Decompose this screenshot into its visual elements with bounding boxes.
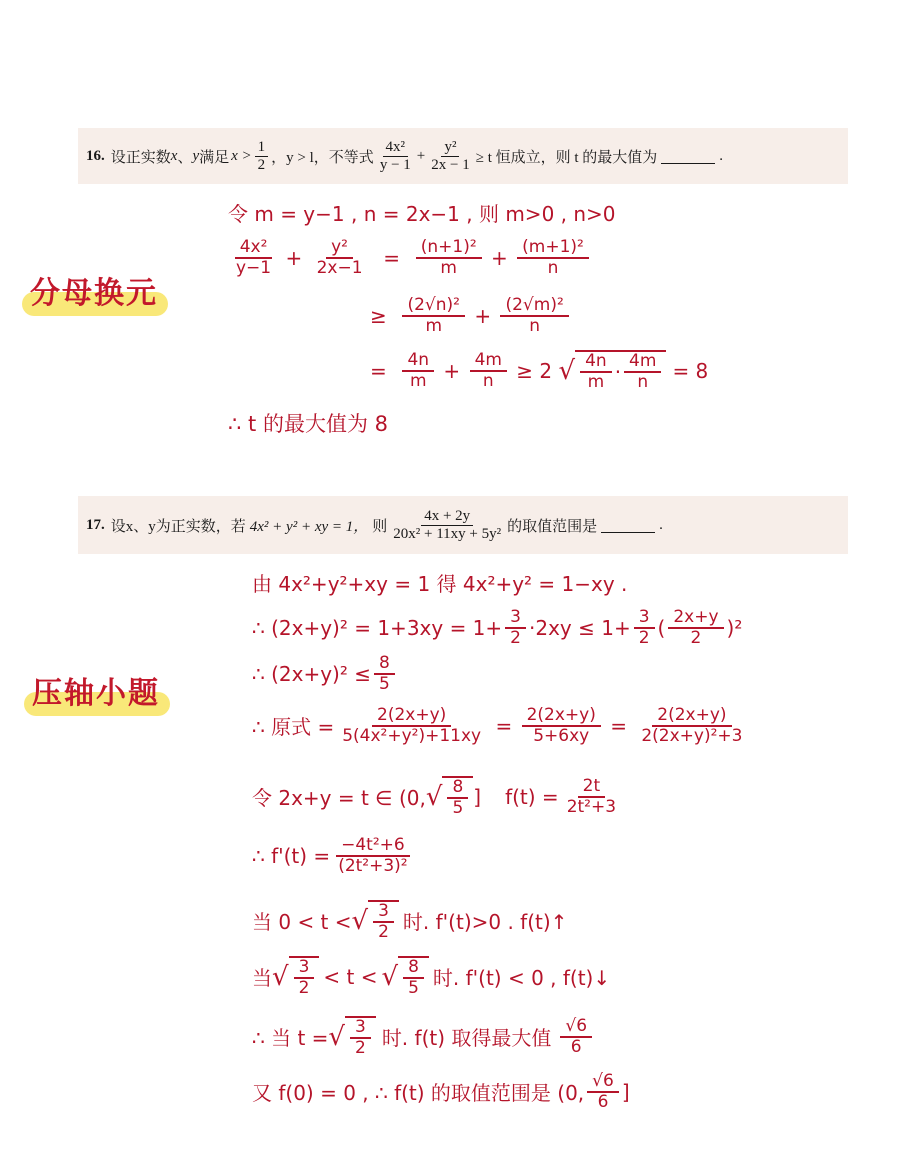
frac (416, 238, 482, 277)
sol17-line7 (252, 900, 567, 941)
radicand (442, 776, 473, 817)
den: 5+6xy (533, 725, 590, 746)
den: n (482, 370, 494, 391)
den: m (410, 370, 427, 391)
sep: 、 (177, 149, 193, 166)
text: ∴ (2x+y)² ≤ (252, 661, 371, 686)
frac-num: 4x + 2y (421, 508, 473, 526)
op: + (437, 358, 467, 383)
tag-denominator-substitution (30, 268, 158, 312)
sol16-line1 (228, 198, 616, 227)
op: ≥ 2 (509, 358, 559, 383)
radicand (289, 956, 320, 997)
num: 8 (403, 958, 424, 979)
radical-sign: √ (425, 781, 443, 812)
num: (n+1)² (416, 238, 482, 259)
num: 4m (624, 352, 661, 373)
frac (624, 352, 661, 391)
radical-sign: √ (381, 961, 399, 992)
sol17-line6 (252, 836, 416, 875)
text: )² (726, 615, 743, 640)
text: 时. f(t) 取得最大值 (381, 1026, 552, 1051)
sol16-line5 (228, 408, 388, 438)
frac (402, 351, 434, 390)
sol16-text: 令 m = y−1 , n = 2x−1 , 则 m>0 , n>0 (228, 202, 616, 226)
den: y−1 (236, 257, 272, 278)
sol17-line3 (252, 654, 398, 693)
text: ·2xy ≤ 1+ (529, 615, 631, 640)
frac-num: y² (441, 139, 459, 157)
sqrt (352, 900, 399, 941)
num: 3 (505, 608, 526, 629)
sol16-line4 (370, 350, 708, 391)
frac (522, 706, 601, 745)
den: n (529, 315, 541, 336)
text: 时. f'(t) < 0 , f(t)↓ (432, 966, 611, 991)
problem-17-number: 17. (86, 516, 105, 533)
frac-den: 20x² + 11xy + 5y² (393, 525, 502, 542)
num: √6 (560, 1017, 592, 1038)
frac (562, 777, 621, 816)
frac-den: 2x − 1 (431, 156, 470, 173)
num: (2√n)² (402, 296, 465, 317)
problem-17-text: 设x、y为正实数，若 (110, 518, 246, 535)
radicand (368, 900, 399, 941)
frac (333, 836, 412, 875)
radical-sign: √ (328, 1021, 345, 1052)
num: 8 (374, 654, 395, 675)
den: 2 (354, 1037, 366, 1058)
tag-final-problem (32, 668, 160, 712)
constraint: 4x² + y² + xy = 1， (249, 518, 369, 535)
fraction-2 (428, 139, 472, 173)
text: 当 0 < t < (252, 910, 352, 935)
sol17-line10 (252, 1072, 630, 1111)
frac-den: 2 (257, 156, 266, 173)
radicand: $\frac{4n}{m}$ · $\frac{4m}{n}$ (575, 350, 666, 391)
num: 2(2x+y) (522, 706, 601, 727)
answer-blank (601, 518, 655, 533)
den: 2 (510, 627, 521, 648)
frac (403, 958, 424, 997)
problem-16 (78, 128, 848, 184)
problem-16-text-b: 满足 (199, 149, 230, 166)
num: 3 (350, 1018, 371, 1039)
op: + (279, 245, 309, 270)
frac (231, 238, 276, 277)
radical-sign: √ (558, 355, 576, 386)
op: ≥ (370, 303, 400, 328)
op: = (370, 245, 413, 270)
frac-num: 4x² (383, 139, 409, 157)
frac (505, 608, 526, 647)
sol17-line8 (252, 956, 610, 997)
num: −4t²+6 (336, 836, 410, 857)
sol16-line2 (228, 238, 592, 277)
sqrt (328, 1016, 375, 1057)
frac (337, 706, 486, 745)
sol17-line1 (252, 568, 627, 597)
frac (312, 238, 368, 277)
sol17-line2 (252, 608, 742, 647)
tag-text: 分母换元 (30, 276, 158, 311)
sol17-line4 (252, 706, 750, 745)
frac (580, 352, 612, 391)
text: ∴ (2x+y)² = 1+3xy = 1+ (252, 615, 503, 640)
num: 4n (402, 351, 434, 372)
period: . (719, 147, 724, 164)
text: ( (657, 615, 666, 640)
frac (402, 296, 465, 335)
frac (634, 608, 655, 647)
problem-17-text-b: 则 (372, 518, 388, 535)
frac-num: 1 (255, 139, 269, 157)
fraction-half (255, 139, 269, 173)
den: m (440, 257, 457, 278)
num: y² (326, 238, 353, 259)
den: 5 (378, 673, 390, 694)
sol17-line5 (252, 776, 624, 817)
problem-16-number: 16. (86, 147, 105, 164)
sqrt (381, 956, 428, 997)
op: + (468, 303, 498, 328)
num: 3 (373, 902, 394, 923)
num: 2(2x+y) (372, 706, 451, 727)
inequality-text: ≥ t 恒成立，则 t 的最大值为 (475, 149, 658, 166)
frac (500, 296, 568, 335)
frac (517, 238, 589, 277)
op: = (603, 713, 634, 738)
text: ] (621, 1079, 630, 1104)
num: √6 (587, 1072, 619, 1093)
num: 4n (580, 352, 612, 373)
text: 令 2x+y = t ∈ (0, (252, 786, 426, 811)
text: ∴ 原式 = (252, 715, 335, 740)
den: 5 (452, 797, 464, 818)
sol17-text: 由 4x²+y²+xy = 1 得 4x²+y² = 1−xy . (252, 572, 628, 596)
num: (2√m)² (500, 296, 568, 317)
den: m (587, 371, 605, 392)
den: n (637, 371, 649, 392)
text: 又 f(0) = 0 , ∴ f(t) 的取值范围是 (0, (252, 1081, 585, 1106)
num: 3 (634, 608, 655, 629)
den: 6 (570, 1036, 582, 1057)
den: 2 (690, 627, 702, 648)
num: 2x+y (668, 608, 723, 629)
num: 3 (294, 958, 315, 979)
problem-17 (78, 496, 848, 554)
cond-2: ，y > l，不等式 (271, 149, 374, 166)
num: (m+1)² (517, 238, 589, 259)
var-x: x (170, 147, 178, 164)
sqrt (426, 776, 473, 817)
frac (560, 1017, 592, 1056)
den: 2 (298, 977, 310, 998)
frac (636, 706, 747, 745)
den: 2 (378, 921, 389, 942)
frac (373, 902, 394, 941)
frac (350, 1018, 371, 1057)
num: 4m (470, 351, 507, 372)
num: 2t (578, 777, 605, 798)
plus: + (416, 147, 426, 164)
tag-text: 压轴小题 (32, 676, 160, 711)
den: 2(2x+y)²+3 (641, 725, 743, 746)
frac (668, 608, 723, 647)
den: 5 (408, 977, 419, 998)
text: ] (473, 784, 482, 809)
text: ∴ 当 t = (252, 1026, 329, 1051)
fraction-1 (377, 139, 414, 173)
text: ∴ f'(t) = (252, 843, 331, 868)
frac (294, 958, 315, 997)
problem-17-text-c: 的取值范围是 (507, 518, 598, 535)
frac (587, 1072, 619, 1111)
sol16-line3 (370, 296, 572, 335)
radical-sign: √ (351, 905, 369, 936)
var-y: y (192, 147, 200, 164)
num: 2(2x+y) (652, 706, 731, 727)
den: m (425, 315, 443, 336)
frac (447, 778, 468, 817)
cond-1: x > (231, 147, 252, 164)
den: 2 (638, 627, 650, 648)
den: 5(4x²+y²)+11xy (342, 725, 482, 746)
num: 4x² (235, 238, 273, 259)
frac (470, 351, 507, 390)
text: < t < (323, 964, 378, 989)
answer-blank (661, 149, 715, 164)
den: n (547, 257, 559, 278)
frac (374, 654, 395, 693)
sqrt (559, 350, 667, 391)
text: 当 (252, 966, 272, 991)
num: 8 (447, 778, 468, 799)
den: 2t²+3 (566, 796, 617, 817)
conclusion: ∴ t 的最大值为 8 (228, 412, 388, 436)
den: 2x−1 (316, 257, 363, 278)
sqrt (272, 956, 319, 997)
den: 6 (597, 1091, 609, 1112)
result: = 8 (672, 358, 709, 383)
radicand (398, 956, 429, 997)
frac-den: y − 1 (379, 156, 411, 173)
op: + (484, 245, 515, 270)
text: 时. f'(t)>0 . f(t)↑ (402, 910, 568, 935)
op: = (489, 713, 519, 738)
text: f(t) = (505, 784, 559, 809)
den: (2t²+3)² (338, 855, 408, 876)
period: . (659, 516, 663, 533)
radicand (345, 1016, 376, 1057)
radical-sign: √ (272, 961, 289, 992)
op: = (370, 358, 400, 383)
sol17-line9 (252, 1016, 595, 1057)
problem-16-text: 设正实数 (110, 149, 171, 166)
fraction (390, 508, 504, 542)
